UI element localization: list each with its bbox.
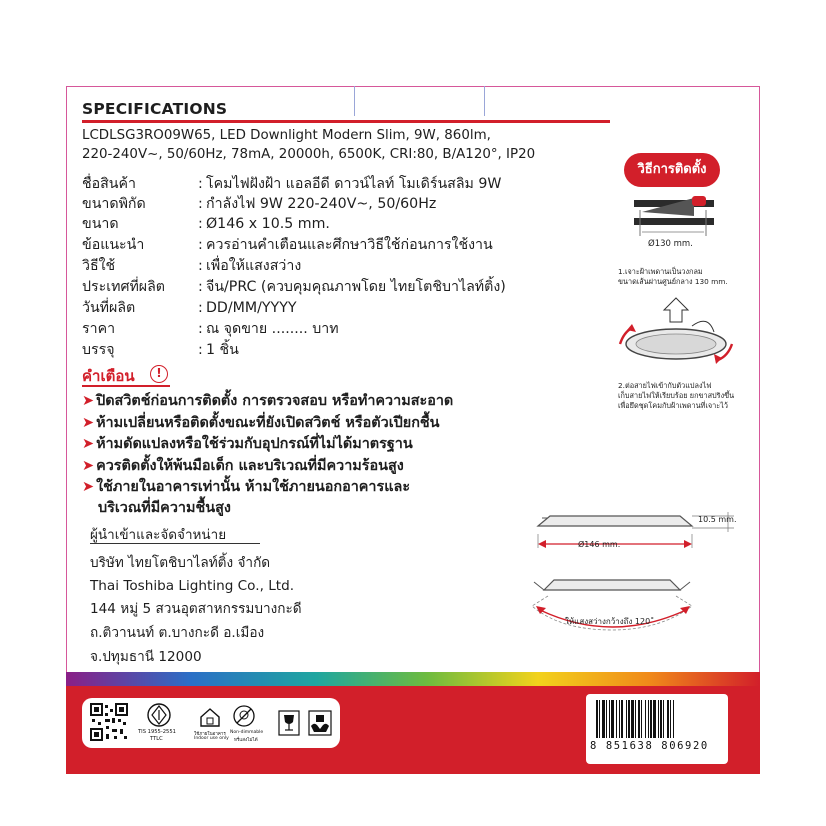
barcode-bar [635, 700, 636, 738]
barcode-bar [660, 700, 662, 738]
barcode-bar [609, 700, 610, 738]
step2-text: เก็บสายไฟให้เรียบร้อย ยกขาสปริงขึ้น [618, 391, 735, 400]
info-value: จีน/PRC (ควบคุมคุณภาพโดย ไทยโตชิบาไลท์ติ้ง) [206, 279, 506, 295]
rainbow-stripe [66, 672, 760, 686]
arrow-icon: ➤ [82, 436, 95, 452]
arrow-icon: ➤ [82, 479, 95, 495]
importer-line: ถ.ติวานนท์ ต.บางกะดี อ.เมือง [90, 625, 265, 641]
warning-text: ห้ามดัดแปลงหรือใช้ร่วมกับอุปกรณ์ที่ไม่ได้มาตรฐาน [96, 436, 413, 452]
barcode-bar [663, 700, 664, 738]
step1-text: 1.เจาะฝ้าเพดานเป็นวงกลม [618, 267, 703, 276]
info-value: Ø146 x 10.5 mm. [206, 216, 330, 232]
barcode-bar [667, 700, 669, 738]
barcode-bar [641, 700, 642, 738]
info-label: บรรจุ [82, 342, 115, 358]
info-colon: : [198, 258, 203, 274]
tis-number: TIS 1955-2551 [138, 729, 176, 735]
info-colon: : [198, 300, 203, 316]
barcode-bar [616, 700, 617, 738]
info-colon: : [198, 321, 203, 337]
info-colon: : [198, 237, 203, 253]
importer-line: Thai Toshiba Lighting Co., Ltd. [90, 578, 295, 594]
warning-item [82, 477, 410, 497]
importer-line: บริษัท ไทยโตชิบาไลท์ติ้ง จำกัด [90, 555, 271, 571]
arrow-icon: ➤ [82, 393, 95, 409]
step2-text: 2.ต่อสายไฟเข้ากับตัวแปลงไฟ [618, 381, 712, 390]
barcode-bar [673, 700, 674, 738]
info-colon: : [198, 196, 203, 212]
info-value: กำลังไฟ 9W 220-240V~, 50/60Hz [206, 196, 437, 212]
barcode-bar [648, 700, 649, 738]
info-label: ประเทศที่ผลิต [82, 279, 166, 295]
barcode-bar [621, 700, 623, 738]
info-label: วิธีใช้ [82, 258, 116, 274]
warning-text: ห้ามเปลี่ยนหรือติดตั้งขณะที่ยังเปิดสวิตช์ หรือตัวเปียกชื้น [96, 415, 440, 431]
barcode-bar [670, 700, 671, 738]
spec-title: SPECIFICATIONS [82, 100, 228, 118]
handle-with-care-icon [308, 710, 332, 736]
info-value: ควรอ่านคำเตือนและศึกษาวิธีใช้ก่อนการใช้งาน [206, 237, 493, 253]
barcode-bar [631, 700, 634, 738]
hole-label: Ø130 mm. [648, 239, 693, 249]
fragile-glass-icon [278, 710, 300, 736]
diameter-label: Ø146 mm. [578, 540, 621, 549]
info-label: ขนาด [82, 216, 119, 232]
indoor-use-icon [198, 706, 222, 728]
barcode-bar [599, 700, 600, 738]
step2-text: เพื่อยึดชุดโคมกับฝ้าเพดานที่เจาะไว้ [618, 401, 728, 410]
info-label: ราคา [82, 321, 116, 337]
saw-illustration [620, 190, 730, 260]
crop-mark [484, 86, 485, 116]
info-colon: : [198, 279, 203, 295]
spec-line-1: LCDLSG3RO09W65, LED Downlight Modern Slim, 9W, 860lm, [82, 128, 491, 143]
info-label: ข้อแนะนำ [82, 237, 145, 253]
info-value: 1 ชิ้น [206, 342, 239, 358]
barcode-bar [658, 700, 659, 738]
importer-underline [90, 543, 260, 544]
warning-text: ใช้ภายในอาคารเท่านั้น ห้ามใช้ภายนอกอาคารและ [96, 479, 411, 495]
downlight-side [544, 580, 680, 590]
certification-strip [82, 698, 340, 748]
indoor-sub: Indoor use only [194, 736, 229, 741]
dimmable-sub: หรี่แสงไม่ได้ [234, 738, 258, 743]
warning-text: ปิดสวิตช์ก่อนการติดตั้ง การตรวจสอบ หรือทำความสะอาด [96, 393, 454, 409]
spec-underline [82, 120, 610, 123]
warning-item-continued: บริเวณที่มีความชื้นสูง [98, 500, 231, 516]
crop-mark [354, 86, 355, 116]
info-value: ณ จุดขาย ........ บาท [206, 321, 339, 337]
barcode-bar [638, 700, 640, 738]
barcode [586, 694, 728, 764]
step1-text: ขนาดเส้นผ่านศูนย์กลาง 130 mm. [618, 277, 728, 286]
saw-handle [692, 196, 706, 206]
barcode-bars [594, 700, 720, 738]
info-value: เพื่อให้แสงสว่าง [206, 258, 302, 274]
barcode-bar [626, 700, 627, 738]
barcode-bar [628, 700, 630, 738]
info-label: วันที่ผลิต [82, 300, 136, 316]
barcode-bar [619, 700, 620, 738]
barcode-bar [650, 700, 652, 738]
warning-icon: ! [150, 365, 168, 383]
importer-line: 144 หมู่ 5 สวนอุตสาหกรรมบางกะดี [90, 601, 302, 617]
ceiling-slab [634, 218, 714, 225]
barcode-bar [645, 700, 646, 738]
info-value: DD/MM/YYYY [206, 300, 297, 316]
info-value: โคมไฟฝังฝ้า แอลอีดี ดาวน์ไลท์ โมเดิร์นสลิม 9W [206, 176, 502, 192]
height-label: 10.5 mm. [698, 515, 737, 524]
warning-item [82, 391, 453, 411]
warning-item [82, 434, 413, 454]
dimmable-label: Non-dimmable [230, 730, 264, 735]
barcode-bar [602, 700, 605, 738]
arrow-icon: ➤ [82, 458, 95, 474]
spec-line-2: 220-240V~, 50/60Hz, 78mA, 20000h, 6500K, CRI:80, B/A120°, IP20 [82, 147, 536, 162]
qr-code-icon [90, 703, 128, 741]
barcode-bar [606, 700, 607, 738]
barcode-bar [611, 700, 614, 738]
warning-underline [82, 385, 170, 387]
up-arrow-icon [664, 298, 688, 322]
downlight-profile [538, 516, 692, 526]
tis-standard-icon [146, 702, 172, 728]
info-colon: : [198, 176, 203, 192]
warning-text: ควรติดตั้งให้พ้นมือเด็ก และบริเวณที่มีความร้อนสูง [96, 458, 404, 474]
info-label: ขนาดพิกัด [82, 196, 146, 212]
install-badge: วิธีการติดตั้ง [624, 153, 720, 187]
importer-title: ผู้นำเข้าและจัดจำหน่าย [90, 527, 227, 543]
warning-item [82, 456, 404, 476]
warning-title: คำเตือน [82, 367, 135, 385]
info-label: ชื่อสินค้า [82, 176, 136, 192]
non-dimmable-icon [232, 704, 256, 728]
beam-angle-label: ให้แสงสว่างกว้างถึง 120˚ [565, 617, 655, 626]
barcode-bar [596, 700, 598, 738]
barcode-bar [653, 700, 656, 738]
install-illustration [612, 292, 742, 376]
info-colon: : [198, 216, 203, 232]
arrow-icon: ➤ [82, 415, 95, 431]
info-colon: : [198, 342, 203, 358]
barcode-number: 8 851638 806920 [590, 740, 709, 752]
importer-line: จ.ปทุมธานี 12000 [90, 649, 202, 665]
indoor-label: ใช้ภายในอาคาร [194, 732, 226, 737]
tis-code: TTLC [150, 736, 163, 742]
warning-item [82, 413, 440, 433]
